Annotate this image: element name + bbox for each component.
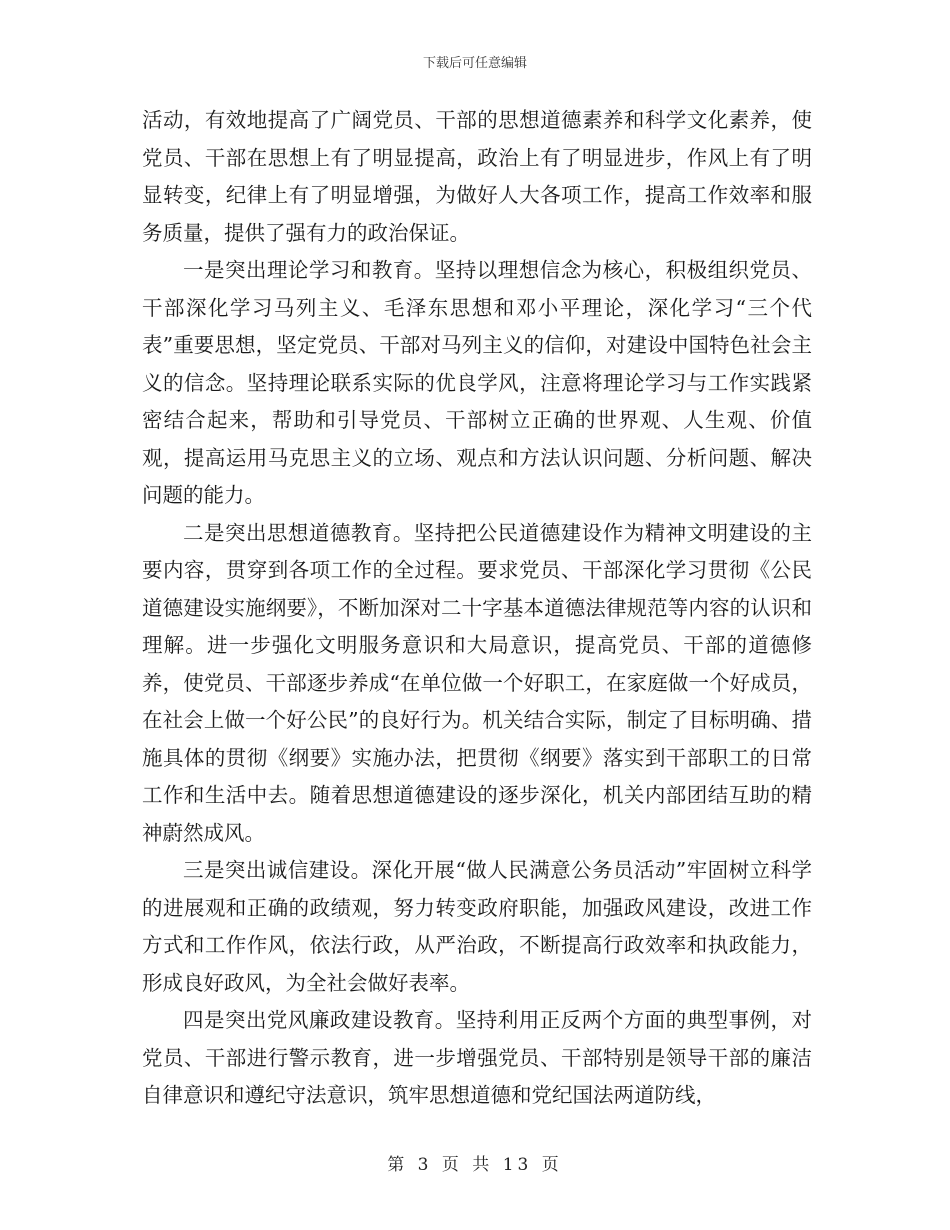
paragraph-theory-study: 一是突出理论学习和教育。坚持以理想信念为核心，积极组织党员、干部深化学习马列主义、毛泽东思想和邓小平理论，深化学习“三个代表”重要思想，坚定党员、干部对马列主义的信仰，对建设中国特色社会主义的信念。坚持理论联系实际的优良学风，注意将理论学习与工作实践紧密结合起来，帮助和引导党员、干部树立正确的世界观、人生观、价值观，提高运用马克思主义的立场、观点和方法认识问题、分析问题、解决问题的能力。 <box>142 258 812 507</box>
paragraph-anti-corruption: 四是突出党风廉政建设教育。坚持利用正反两个方面的典型事例，对党员、干部进行警示教育，进一步增强党员、干部特别是领导干部的廉洁自律意识和遵纪守法意识，筑牢思想道德和党纪国法两道防线， <box>142 1008 812 1107</box>
document-body <box>142 102 812 1115</box>
paragraph-moral-education: 二是突出思想道德教育。坚持把公民道德建设作为精神文明建设的主要内容，贯穿到各项工作的全过程。要求党员、干部深化学习贯彻《公民道德建设实施纲要》，不断加深对二十字基本道德法律规范等内容的认识和理解。进一步强化文明服务意识和大局意识，提高党员、干部的道德修养，使党员、干部逐步养成“在单位做一个好职工，在家庭做一个好成员，在社会上做一个好公民”的良好行为。机关结合实际，制定了目标明确、措施具体的贯彻《纲要》实施办法，把贯彻《纲要》落实到干部职工的日常工作和生活中去。随着思想道德建设的逐步深化，机关内部团结互助的精神蔚然成风。 <box>142 520 812 845</box>
paragraph-integrity-building: 三是突出诚信建设。深化开展“做人民满意公务员活动”牢固树立科学的进展观和正确的政绩观，努力转变政府职能，加强政风建设，改进工作方式和工作作风，依法行政，从严治政，不断提高行政效率和执政能力，形成良好政风，为全社会做好表率。 <box>142 858 812 995</box>
page-header: 下载后可任意编辑 <box>422 56 527 71</box>
paragraph-continuation: 活动，有效地提高了广阔党员、干部的思想道德素养和科学文化素养，使党员、干部在思想上有了明显提高，政治上有了明显进步，作风上有了明显转变，纪律上有了明显增强，为做好人大各项工作，提高工作效率和服务质量，提供了强有力的政治保证。 <box>142 108 812 245</box>
page-number: 第 3 页 共 13 页 <box>387 1155 563 1175</box>
